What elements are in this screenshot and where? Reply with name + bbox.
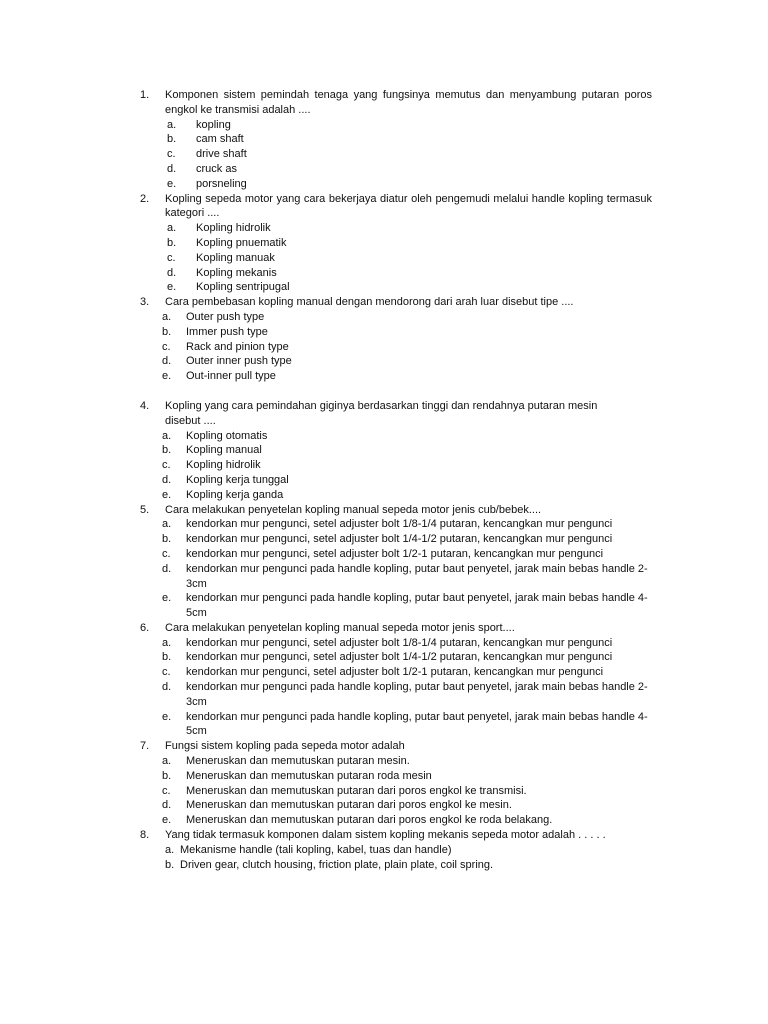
option-text: Outer push type — [186, 310, 265, 323]
option-text: Meneruskan dan memutuskan putaran dari poros engkol ke mesin. — [186, 799, 512, 812]
answer-option — [0, 280, 768, 295]
answer-option — [0, 517, 768, 532]
answer-option — [0, 562, 768, 592]
answer-option — [0, 798, 768, 813]
option-letter: a. — [165, 843, 175, 856]
option-text: kendorkan mur pengunci, setel adjuster bolt 1/4-1/2 putaran, kencangkan mur pengunci — [186, 651, 613, 664]
option-text: Kopling kerja ganda — [186, 488, 284, 501]
answer-option — [0, 310, 768, 325]
option-letter: d. — [167, 266, 177, 279]
question-header — [0, 739, 768, 754]
question-item — [0, 295, 768, 384]
option-letter: a. — [167, 222, 177, 235]
question-list — [0, 88, 768, 872]
answer-option — [0, 443, 768, 458]
answer-option — [0, 369, 768, 384]
question-number: 6. — [140, 621, 150, 634]
option-letter: e. — [167, 177, 177, 190]
question-item — [0, 192, 768, 296]
question-item — [0, 739, 768, 828]
option-text: Kopling mekanis — [196, 266, 277, 279]
answer-option — [0, 251, 768, 266]
answer-option — [0, 665, 768, 680]
answer-option — [0, 177, 768, 192]
option-letter: b. — [162, 769, 172, 782]
answer-option — [0, 754, 768, 769]
question-item — [0, 621, 768, 739]
option-letter: b. — [167, 133, 177, 146]
answer-option — [0, 636, 768, 651]
option-text: kendorkan mur pengunci pada handle kopling, putar baut penyetel, jarak main bebas handle 4-5cm — [186, 592, 648, 620]
question-item — [0, 88, 768, 192]
option-letter: c. — [162, 666, 171, 679]
answer-option — [0, 813, 768, 828]
answer-option — [0, 769, 768, 784]
option-text: Kopling otomatis — [186, 429, 268, 442]
question-header — [0, 295, 768, 310]
option-text: cruck as — [196, 162, 237, 175]
option-text: Kopling manuak — [196, 251, 275, 264]
question-number: 7. — [140, 740, 150, 753]
answer-option — [0, 680, 768, 710]
option-text: Mekanisme handle (tali kopling, kabel, tuas dan handle) — [180, 843, 452, 856]
option-letter: b. — [162, 325, 172, 338]
option-text: Meneruskan dan memutuskan putaran dari poros engkol ke transmisi. — [186, 784, 527, 797]
question-item — [0, 399, 768, 503]
option-text: kendorkan mur pengunci pada handle kopling, putar baut penyetel, jarak main bebas handle 2-3cm — [186, 562, 648, 590]
option-text: Meneruskan dan memutuskan putaran roda mesin — [186, 769, 432, 782]
option-letter: e. — [162, 370, 172, 383]
option-letter: d. — [162, 473, 172, 486]
question-header — [0, 503, 768, 518]
option-letter: e. — [162, 592, 172, 605]
question-header — [0, 621, 768, 636]
option-text: Rack and pinion type — [186, 340, 289, 353]
answer-option — [0, 473, 768, 488]
option-text: porsneling — [196, 177, 247, 190]
answer-option — [0, 710, 768, 740]
answer-option — [0, 488, 768, 503]
option-letter: b. — [167, 236, 177, 249]
option-letter: a. — [162, 310, 172, 323]
option-text: Meneruskan dan memutuskan putaran dari poros engkol ke roda belakang. — [186, 814, 553, 827]
option-text: Kopling kerja tunggal — [186, 473, 289, 486]
option-letter: c. — [162, 784, 171, 797]
option-letter: c. — [162, 459, 171, 472]
blank-line — [0, 384, 768, 399]
option-letter: a. — [162, 755, 172, 768]
option-letter: d. — [162, 799, 172, 812]
question-text: Komponen sistem pemindah tenaga yang fungsinya memutus dan menyambung putaran poros engkol ke transmisi adalah .... — [165, 89, 652, 116]
question-text: Cara pembebasan kopling manual dengan mendorong dari arah luar disebut tipe .... — [165, 296, 574, 309]
option-text: Out-inner pull type — [186, 370, 276, 383]
option-letter: e. — [162, 710, 172, 723]
question-number: 8. — [140, 829, 150, 842]
option-text: Kopling sentripugal — [196, 281, 290, 294]
answer-option — [0, 650, 768, 665]
question-header — [0, 828, 768, 843]
answer-option — [0, 354, 768, 369]
option-text: kendorkan mur pengunci, setel adjuster bolt 1/2-1 putaran, kencangkan mur pengunci — [186, 547, 604, 560]
option-letter: e. — [167, 281, 177, 294]
option-text: kendorkan mur pengunci, setel adjuster bolt 1/8-1/4 putaran, kencangkan mur pengunci — [186, 518, 613, 531]
option-text: Kopling pnuematik — [196, 236, 287, 249]
option-text: Meneruskan dan memutuskan putaran mesin. — [186, 755, 410, 768]
question-number: 1. — [140, 89, 150, 101]
option-text: Immer push type — [186, 325, 268, 338]
answer-option — [0, 547, 768, 562]
question-text: Cara melakukan penyetelan kopling manual sepeda motor jenis sport.... — [165, 621, 515, 634]
option-letter: c. — [162, 340, 171, 353]
answer-option — [0, 147, 768, 162]
option-letter: d. — [162, 562, 172, 575]
question-number: 5. — [140, 503, 150, 516]
answer-option — [0, 132, 768, 147]
question-number: 3. — [140, 296, 150, 309]
question-text: Yang tidak termasuk komponen dalam sistem kopling mekanis sepeda motor adalah . . . . . — [165, 829, 606, 842]
option-letter: a. — [162, 429, 172, 442]
option-letter: b. — [162, 533, 172, 546]
answer-option — [0, 266, 768, 281]
option-letter: c. — [167, 148, 176, 161]
option-text: Driven gear, clutch housing, friction plate, plain plate, coil spring. — [180, 858, 494, 871]
option-text: Kopling hidrolik — [196, 222, 271, 235]
option-text: kendorkan mur pengunci pada handle kopling, putar baut penyetel, jarak main bebas handle 4-5cm — [186, 710, 648, 738]
answer-option — [0, 221, 768, 236]
question-item — [0, 503, 768, 621]
answer-option — [0, 340, 768, 355]
answer-option — [0, 843, 768, 858]
option-text: kendorkan mur pengunci, setel adjuster bolt 1/8-1/4 putaran, kencangkan mur pengunci — [186, 636, 613, 649]
option-text: kopling — [196, 118, 231, 131]
option-letter: a. — [162, 518, 172, 531]
question-number: 4. — [140, 399, 150, 412]
answer-option — [0, 162, 768, 177]
answer-option — [0, 591, 768, 621]
answer-option — [0, 236, 768, 251]
question-number: 2. — [140, 192, 150, 205]
option-text: kendorkan mur pengunci pada handle kopling, putar baut penyetel, jarak main bebas handle 2-3cm — [186, 681, 648, 708]
answer-option — [0, 429, 768, 444]
question-item — [0, 828, 768, 872]
answer-option — [0, 784, 768, 799]
option-letter: b. — [165, 858, 175, 871]
answer-option — [0, 325, 768, 340]
answer-option — [0, 458, 768, 473]
option-letter: e. — [162, 814, 172, 827]
option-text: cam shaft — [196, 133, 244, 146]
option-letter: d. — [162, 681, 172, 694]
option-letter: b. — [162, 651, 172, 664]
option-text: Kopling hidrolik — [186, 459, 261, 472]
option-text: Outer inner push type — [186, 355, 292, 368]
question-header — [0, 399, 768, 429]
answer-option — [0, 532, 768, 547]
option-text: kendorkan mur pengunci, setel adjuster bolt 1/2-1 putaran, kencangkan mur pengunci — [186, 666, 604, 679]
option-letter: b. — [162, 444, 172, 457]
answer-option — [0, 858, 768, 873]
option-letter: e. — [162, 488, 172, 501]
option-text: kendorkan mur pengunci, setel adjuster bolt 1/4-1/2 putaran, kencangkan mur pengunci — [186, 533, 613, 546]
option-text: drive shaft — [196, 148, 247, 161]
option-letter: a. — [167, 118, 177, 131]
question-header — [0, 88, 768, 118]
option-letter: c. — [162, 547, 171, 560]
option-letter: a. — [162, 636, 172, 649]
question-text: Cara melakukan penyetelan kopling manual sepeda motor jenis cub/bebek.... — [165, 503, 542, 516]
question-header — [0, 192, 768, 222]
option-text: Kopling manual — [186, 444, 262, 457]
answer-option — [0, 118, 768, 133]
option-letter: d. — [162, 355, 172, 368]
question-text: Kopling sepeda motor yang cara bekerjaya diatur oleh pengemudi melalui handle kopling termasuk kategori .... — [165, 192, 652, 220]
option-letter: d. — [167, 162, 177, 175]
question-text: Fungsi sistem kopling pada sepeda motor adalah — [165, 740, 405, 753]
question-text: Kopling yang cara pemindahan giginya berdasarkan tinggi dan rendahnya putaran mesin disebut .... — [165, 399, 598, 427]
option-letter: c. — [167, 251, 176, 264]
